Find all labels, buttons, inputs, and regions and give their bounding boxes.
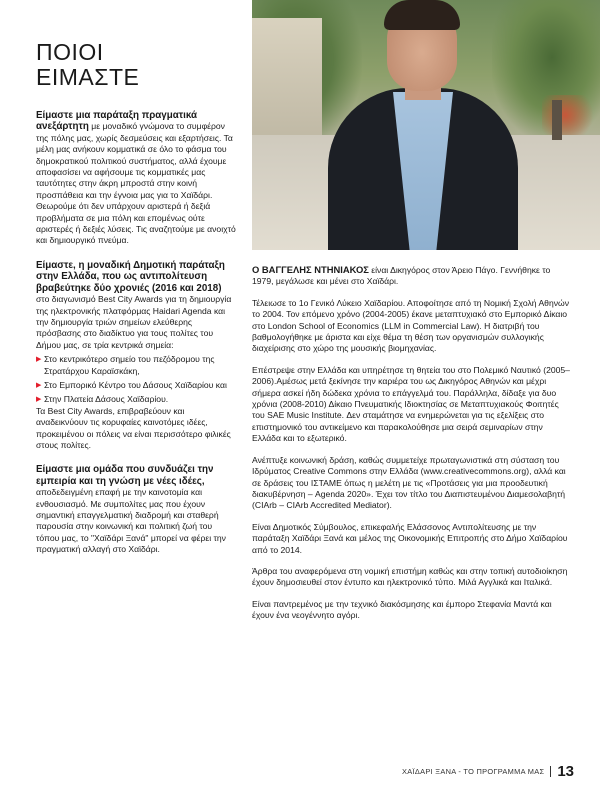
bullet-triangle-icon: ▶	[36, 381, 42, 389]
bullet-triangle-icon: ▶	[36, 396, 42, 404]
bio-intro-text: είναι Δικηγόρος στον Άρειο Πάγο. Γεννήθηκε το 1979, μεγάλωσε και μένει στο Χαϊδάρι.	[252, 265, 551, 287]
section-team-text: αποδεδειγμένη επαφή με την καινοτομία και ενθουσιασμό. Με συμπολίτες μας που έχουν σημαντική επαγγελματική διαδρομή και σταθερή παρουσία στην κοινωνική και πολιτική ζωή του τόπου μας, το "Χαϊδάρι Ξανά" μπορεί να φέρει την πραγματική αλλαγή στο Χαϊδάρι.	[36, 487, 226, 555]
bullet-text: Στην Πλατεία Δάσους Χαϊδαρίου.	[44, 394, 169, 405]
photo-building	[252, 18, 322, 143]
bio-family: Είναι παντρεμένος με την τεχνικό διακόσμησης και έμπορο Στεφανία Μαντά και έχουν ένα νεογέννητο αγόρι.	[252, 598, 552, 621]
portrait-photo	[252, 0, 600, 250]
page-footer	[402, 763, 574, 780]
bio-publications: Άρθρα του αναφερόμενα στη νομική επιστήμη καθώς και στην τοπική αυτοδιοίκηση έχουν δημοσιευθεί στον έντυπο και ηλεκτρονικό τύπο. Μιλά Αγγλικά και Ιταλικά.	[252, 565, 568, 588]
section-team	[36, 464, 236, 555]
section-awards-text: στο διαγωνισμό Best City Awards για τη δημιουργία της ηλεκτρονικής πλατφόρμας Haidari Agenda και την δημιουργία τριών σημείων ελεύθερης πρόσβασης στο διαδίκτυο για τους πολίτες του Δήμου μας, σε τρία κεντρικά σημεία:	[36, 294, 232, 350]
bio-column	[252, 264, 570, 632]
section-awards-after: Τα Best City Awards, επιβραβεύουν και αναδεικνύουν τις κορυφαίες καινοτόμες ιδέες, προκειμένου οι πόλεις να είναι περισσότερο φιλικές στους πολίτες.	[36, 405, 231, 450]
bio-municipal: Είναι Δημοτικός Σύμβουλος, επικεφαλής Ελάσσονος Αντιπολίτευσης με την παράταξη Χαϊδάρι Ξανά και μέλος της Οικονομικής Επιτροπής στο Δήμο Χαϊδαρίου από το 2014.	[252, 521, 568, 555]
photo-flowers	[542, 95, 600, 135]
section-independence-text: με μοναδικό γνώμονα το συμφέρον της πόλης μας, χωρίς δεσμεύσεις και εξαρτήσεις. Τα μέλη μας ανήκουν κομματικά σε όλο το φάσμα του δημοκρατικού πολιτικού συστήματος, αλλά έχουμε αποφασίσει να αφήσουμε τις κομματικές μας ταυτότητες στην άκρη μπροστά στην κοινή προσπάθεια και την έγνοια μας για το Χαϊδάρι. Θεωρούμε ότι δεν υπάρχουν αριστερά ή δεξιά προβλήματα σε μια πόλη και επομένως ούτε αριστερές ή δεξιές λύσεις. Τις αναζητούμε με ανοιχτό και δημιουργικό πνεύμα.	[36, 121, 236, 246]
bio-career: Επέστρεψε στην Ελλάδα και υπηρέτησε τη θητεία του στο Πολεμικό Ναυτικό (2005–2006).Αμέσως μετά ξεκίνησε την καριέρα του ως Δικηγόρος Αθηνών και μέχρι σήμερα ασκεί ήδη δώδεκα χρόνια το επάγγελμά του. Παράλληλα, δίδαξε για δυο χρόνια (2008-2010) Δίκαιο Πνευματικής Ιδιοκτησίας σε Μεταπτυχιακούς Φοιτητές του SAE Music Institute. Δεν σταμάτησε να ενημερώνεται για τις εξελίξεις στο επιστημονικό του αντικείμενο και παρακολούθησε μια σειρά σεμιναρίων στην Ελλάδα και το εξωτερικό.	[252, 364, 570, 444]
bio-education: Τέλειωσε το 1ο Γενικό Λύκειο Χαϊδαρίου. Αποφοίτησε από τη Νομική Σχολή Αθηνών το 2004. Τον επόμενο χρόνο (2004-2005) έκανε μεταπτυχιακό στο Εμπορικό Δίκαιο στο London School of Economics (LLM in Commercial Law). Η διατριβή του βαθμολογήθηκε με άριστα και είχε θέμα τη θέση των οργανισμών συλλογικής διαχείρισης στο χώρο της μουσικής βιομηχανίας.	[252, 297, 570, 354]
bio-intro	[252, 264, 570, 288]
bullet-item	[36, 380, 236, 391]
section-independence	[36, 110, 236, 247]
bio-name: Ο ΒΑΓΓΕΛΗΣ ΝΤΗΝΙΑΚΟΣ	[252, 264, 369, 275]
photo-background-person	[552, 100, 562, 140]
footer-label: ΧΑΪΔΑΡΙ ΞΑΝΑ - ΤΟ ΠΡΟΓΡΑΜΜΑ ΜΑΣ	[402, 767, 545, 776]
page-title-line-1: ΠΟΙΟΙ	[36, 39, 104, 65]
bullet-triangle-icon: ▶	[36, 356, 42, 364]
bullet-text: Στο κεντρικότερο σημείο του πεζόδρομου της Στρατάρχου Καραϊσκάκη,	[44, 354, 215, 376]
page-title-line-2: ΕΙΜΑΣΤΕ	[36, 64, 140, 90]
photo-hair	[384, 0, 460, 30]
page-title	[36, 40, 236, 90]
section-independence-lead: Είμαστε μια παράταξη πραγματικά ανεξάρτητη	[36, 110, 198, 133]
section-awards-lead: Είμαστε, η μοναδική Δημοτική παράταξη στην Ελλάδα, που ως αντιπολίτευση βραβεύτηκε δύο χρονιές (2016 και 2018)	[36, 259, 225, 294]
section-team-lead: Είμαστε μια ομάδα που συνδυάζει την εμπειρία και τη γνώση με νέες ιδέες,	[36, 464, 214, 487]
bio-social: Ανέπτυξε κοινωνική δράση, καθώς συμμετείχε πρωταγωνιστικά στη σύσταση του Ιδρύματος Creative Commons στην Ελλάδα (www.creativecommons.org), αλλά και σε δράσεις του ΙΣΤΑΜΕ όπως η μελέτη με τις «Προτάσεις για μια προοδευτική διακυβέρνηση – Agenda 2020». Έχει τον τίτλο του Διαπιστευμένου Διαμεσολαβητή (CIArb – CIArb Accredited Mediator).	[252, 454, 566, 511]
section-awards	[36, 260, 236, 452]
left-column	[36, 40, 236, 569]
bullet-text: Στο Εμπορικό Κέντρο του Δάσους Χαϊδαρίου και	[44, 379, 227, 390]
page-number: 13	[557, 763, 574, 780]
footer-divider	[550, 766, 551, 777]
bullet-item	[36, 354, 236, 377]
bullet-item	[36, 394, 236, 405]
